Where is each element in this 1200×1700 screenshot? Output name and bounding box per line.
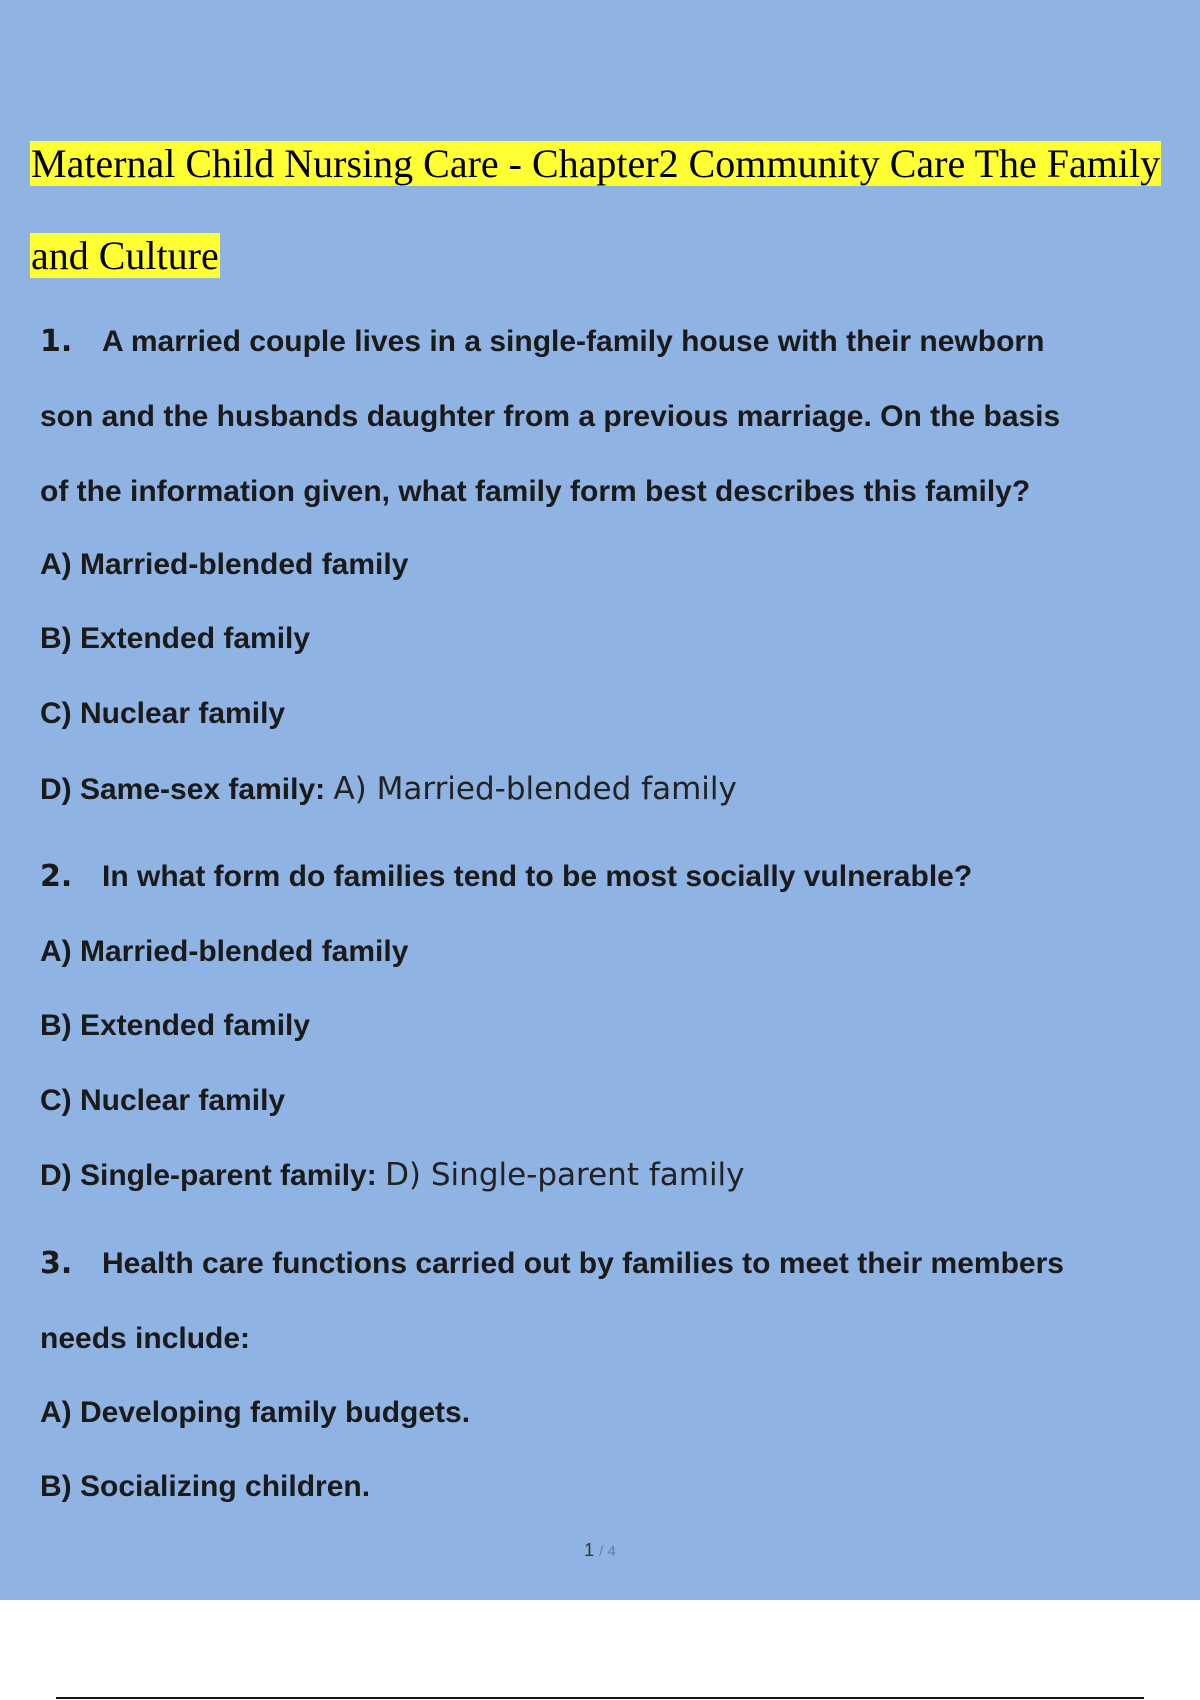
divider [56, 1697, 1144, 1699]
question-2-option-c: C) Nuclear family [40, 1084, 286, 1117]
question-1-line-2: son and the husbands daughter from a previous marriage. On the basis [40, 400, 1061, 433]
question-1-option-b: B) Extended family [40, 622, 311, 655]
question-3-line-1: 3. Health care functions carried out by families to meet their members [40, 1246, 1064, 1281]
question-3-option-b: B) Socializing children. [40, 1470, 371, 1503]
question-number: 3. [40, 1246, 73, 1281]
question-number: 2. [40, 859, 73, 894]
title-line-2: and Culture [31, 233, 219, 278]
question-1-option-d: D) Same-sex family: A) Married-blended family [40, 771, 737, 807]
question-2-option-b: B) Extended family [40, 1009, 311, 1042]
question-number: 1. [40, 324, 73, 359]
document-title [30, 118, 1180, 302]
current-page: 1 [584, 1540, 595, 1560]
question-2-option-d: D) Single-parent family: D) Single-parent family [40, 1157, 745, 1193]
question-1-line-3: of the information given, what family form best describes this family? [40, 475, 1031, 508]
question-1-option-a: A) Married-blended family [40, 548, 409, 581]
question-2-answer: D) Single-parent family [385, 1157, 745, 1193]
title-line-1: Maternal Child Nursing Care - Chapter2 Community Care The Family [31, 141, 1161, 186]
question-1-option-c: C) Nuclear family [40, 697, 286, 730]
total-pages: / 4 [599, 1543, 616, 1560]
page-indicator [0, 1540, 1200, 1561]
question-1-answer: A) Married-blended family [333, 771, 737, 807]
question-2-option-a: A) Married-blended family [40, 935, 409, 968]
question-2-line-1: 2. In what form do families tend to be most socially vulnerable? [40, 859, 973, 894]
question-3-line-2: needs include: [40, 1322, 251, 1355]
question-3-option-a: A) Developing family budgets. [40, 1396, 471, 1429]
question-1-line-1: 1. A married couple lives in a single-family house with their newborn [40, 324, 1045, 359]
